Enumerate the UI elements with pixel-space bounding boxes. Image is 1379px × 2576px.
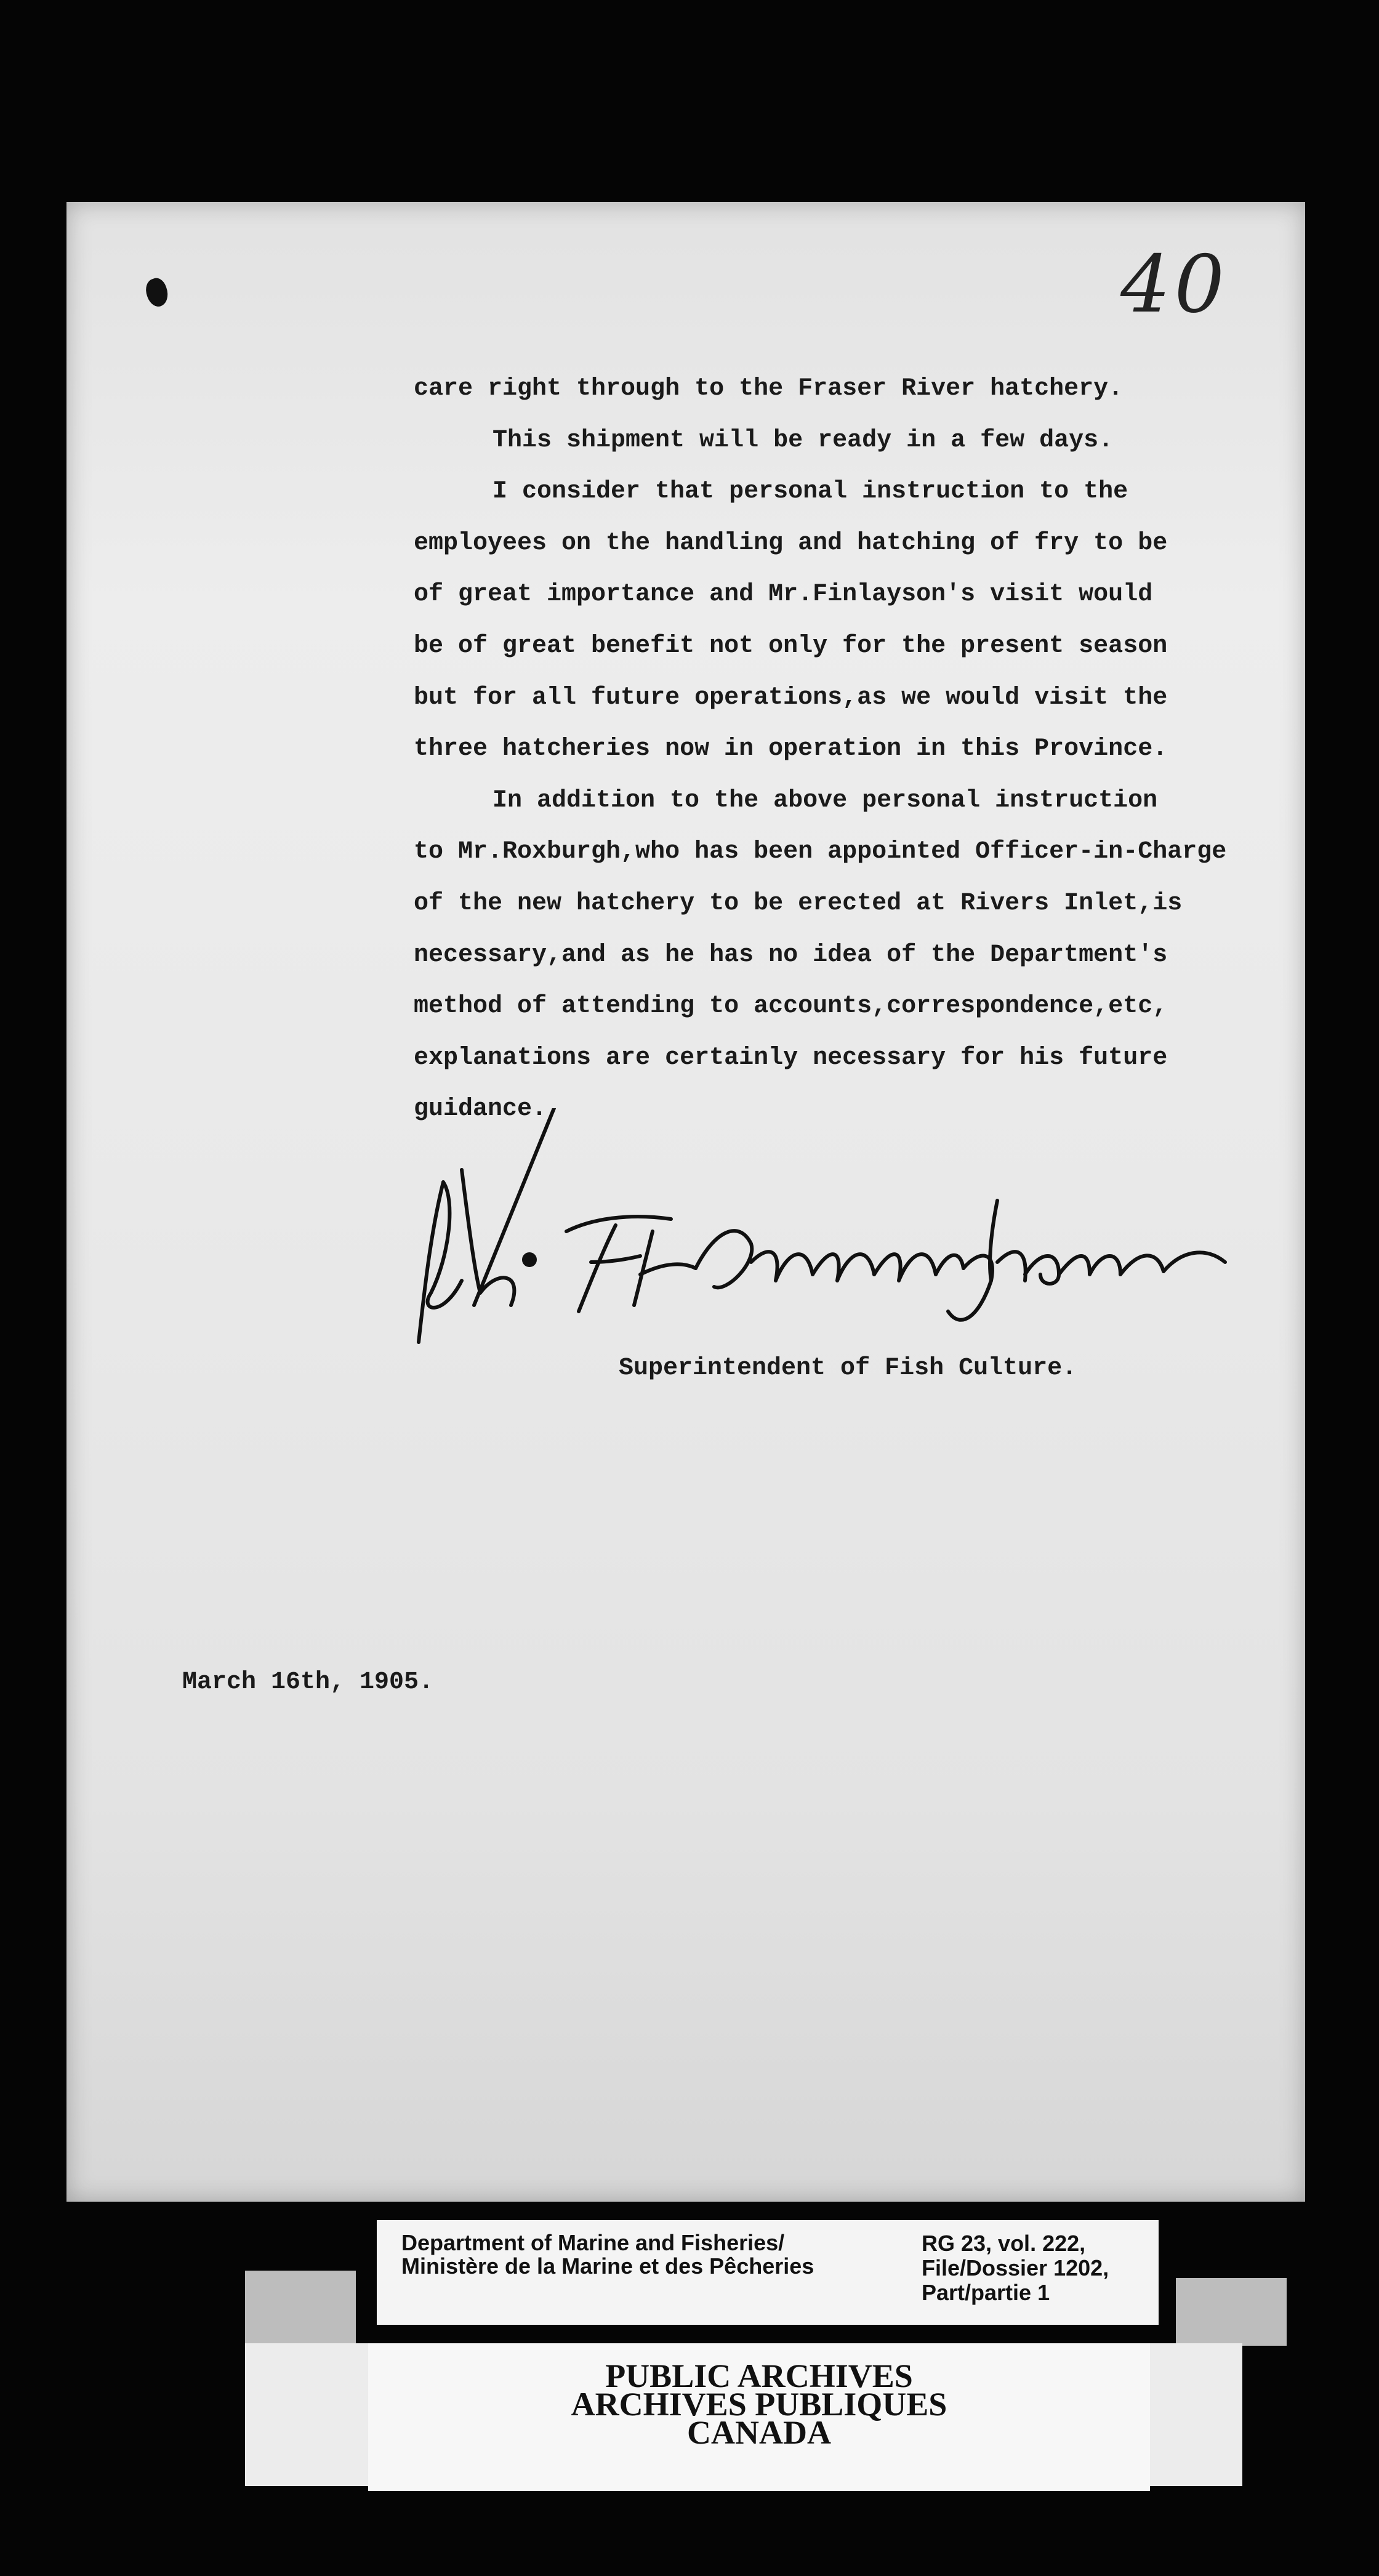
archive-banner	[245, 2343, 1242, 2486]
record-reference	[922, 2231, 1109, 2305]
archive-banner-card	[368, 2343, 1150, 2491]
body-line: be of great benefit not only for the present season	[414, 632, 1168, 660]
body-line: guidance.	[414, 1095, 547, 1124]
department-line: Department of Marine and Fisheries/	[401, 2230, 785, 2255]
body-line: of great importance and Mr.Finlayson's visit would	[414, 581, 1153, 609]
body-line: explanations are certainly necessary for his future	[414, 1044, 1168, 1072]
body-line: three hatcheries now in operation in this Province.	[414, 735, 1168, 763]
body-line: I consider that personal instruction to the	[492, 478, 1128, 506]
reference-line: Part/partie 1	[922, 2280, 1050, 2305]
signatory-title: Superintendent of Fish Culture.	[619, 1354, 1077, 1382]
archive-line: CANADA	[687, 2414, 831, 2451]
handwritten-signature	[406, 1108, 1256, 1367]
body-line: This shipment will be ready in a few days.	[492, 426, 1114, 454]
department-line: Ministère de la Marine et des Pêcheries	[401, 2253, 814, 2279]
page-number: 40	[1120, 239, 1228, 331]
archive-name	[368, 2357, 1150, 2451]
body-line: of the new hatchery to be erected at Rivers Inlet,is	[414, 889, 1183, 917]
body-line: to Mr.Roxburgh,who has been appointed Officer-in-Charge	[414, 838, 1227, 866]
body-line: In addition to the above personal instruction	[492, 786, 1158, 815]
reference-line: RG 23, vol. 222,	[922, 2231, 1086, 2256]
body-line: method of attending to accounts,correspondence,etc,	[414, 992, 1168, 1021]
archive-reference-label	[377, 2220, 1159, 2325]
body-line: necessary,and as he has no idea of the Department's	[414, 941, 1168, 969]
body-line: but for all future operations,as we would visit the	[414, 683, 1168, 712]
archive-line: ARCHIVES PUBLIQUES	[571, 2386, 947, 2423]
letter-body	[414, 363, 1300, 1135]
reference-line: File/Dossier 1202,	[922, 2255, 1109, 2280]
archive-line: PUBLIC ARCHIVES	[605, 2357, 913, 2394]
department-name	[401, 2231, 814, 2278]
letter-date: March 16th, 1905.	[182, 1668, 434, 1696]
body-line: care right through to the Fraser River hatchery.	[414, 375, 1124, 403]
label-tab-right	[1176, 2278, 1287, 2346]
body-line: employees on the handling and hatching of fry to be	[414, 529, 1168, 557]
